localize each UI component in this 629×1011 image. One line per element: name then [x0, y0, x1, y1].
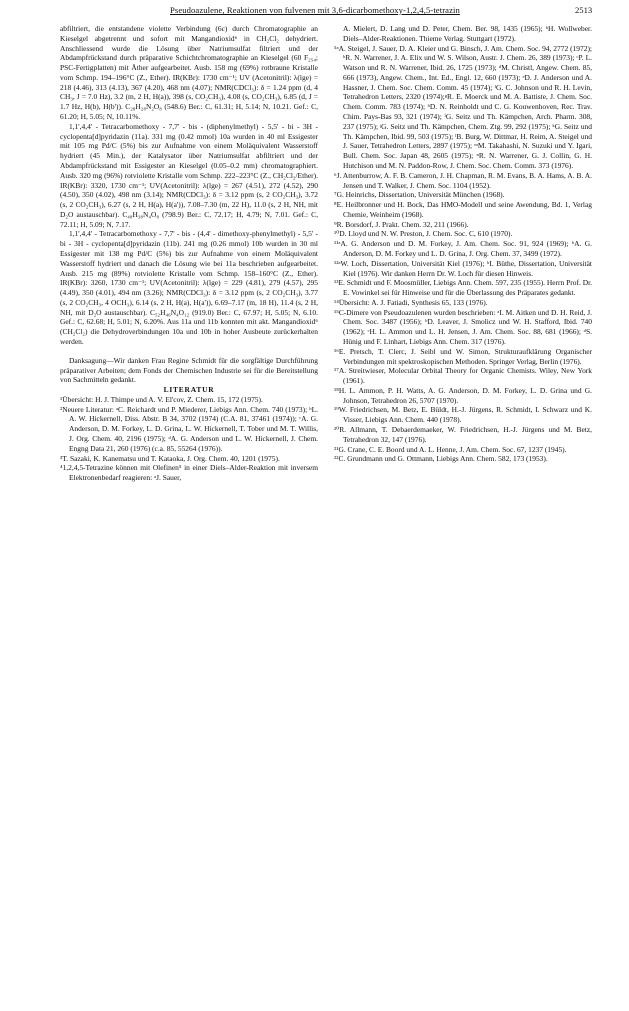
references-heading: LITERATUR — [163, 385, 215, 395]
reference-item: ¹¹ᵃA. G. Anderson und D. M. Forkey, J. Am. Chem. Soc. 91, 924 (1969); ᵇA. G. Anderson, D. M. Forkey und L. D. Grina, J. Org. Chem. 37, 3499 (1972). — [334, 239, 592, 258]
reference-item: ²²C. Grundmann und G. Ottmann, Liebigs Ann. Chem. 582, 173 (1953). — [334, 454, 548, 464]
reference-item: ¹⁷A. Streitwieser, Molecular Orbital Theory for Organic Chemists. Wiley, New York (1961). — [334, 366, 592, 386]
body-paragraph: 1,1',4,4' - Tetracarbomethoxy - 7,7' - bis - (diphenylmethyl) - 5,5' - bi - 3H - cyclopenta[d]pyridazin (11a). 331 mg (0.42 mmol) 10a wurden in 40 ml Essigester mit 105 mg Pd/C (5%) bis zur Aufnahme von einem Moläquivalent Wasserstoff hydriert (45 Min.), der Katalysator über Natriumsulfat abfiltriert und der Abdampfrückstand mit Essigester an Kieselgel (0.05–0.2 mm) chromatographiert. Ausb. 320 mg (96%) rotviolette Kristalle vom Schmp. 222–223°C (Z., CH₂Cl₂/Ether). IR(KBr): 3320, 1730 cm⁻¹; UV(Acetonitril): λ(lge) = 267 (4.51), 272 (4.52), 290 (4.50), 350 (4.02), 498 nm (3.14); NMR(CDCl₃): δ = 3.12 ppm (s, 2 CO₂CH₃), 3.72 (s, 2 CO₂CH₃), 6.27 (s, 2 H, H(a), H(a')), 7.08–7.30 (m, 22 H), 11.0 (s, 2 H, NH, mit D₂O austauschbar). C₄₈H₃₈N₄O₈ (798.9) Ber.: C, 72.17; H, 4.79; N, 7.01. Gef.: C, 72.11; H, 5.09; N, 7.17. — [60, 121, 318, 229]
acknowledgement: Danksagung—Wir danken Frau Regine Schmidt für die sorgfältige Durchführung präparativer Arbeiten; dem Fonds der Chemischen Industrie sei für die Bereitstellung von Sachmitteln gedankt. — [60, 355, 318, 385]
reference-item: ²Neuere Literatur: ᵃC. Reichardt und P. Miederer, Liebigs Ann. Chem. 740 (1973); ᵇL. A. W. Hickernell, Diss. Abstr. B 34, 3702 (1974) (C.A. 81, 37461 (1974)); ᶜA. G. Anderson, D. M. Forkey, L. D. Grina, L. W. Hickernell, T. Tober und M. T. Willis, J. Org. Chem. 40, 2196 (1975); ᵈA. G. Anderson und L. W. Hickernell, J. Chem. Engng Data 21, 260 (1976) (c.a. 85, 55264 (1976)). — [60, 404, 318, 453]
reference-item: ⁸E. Heilbronner und H. Bock, Das HMO-Modell und seine Awendung, Bd. 1, Verlag Chemie, Weinheim (1968). — [334, 200, 592, 219]
reference-item: ⁴1,2,4,5-Tetrazine können mit Olefinen⁵ in einer Diels–Alder-Reaktion mit inversem Elektronenbedarf reagieren: ᵃJ. Sauer, — [60, 463, 318, 483]
reference-item: ¹⁶E. Pretsch, T. Clerc, J. Seibl und W. Simon, Strukturaufklärung Organischer Verbindungen mit spektroskopischen Methoden. Springer Verlag, Berlin (1976). — [334, 346, 592, 366]
reference-item: ¹⁰D. Lloyd und N. W. Preston, J. Chem. Soc. C, 610 (1970). — [334, 229, 513, 239]
page-number: 2513 — [575, 5, 593, 15]
reference-item: ¹⁸H. L. Ammon, P. H. Watts, A. G. Anderson, D. M. Forkey, L. D. Grina und G. Johnson, Tetrahedron 26, 5707 (1970). — [334, 385, 592, 405]
reference-item: ¹Übersicht: H. J. Thimpe und A. V. El'cov, Z. Chem. 15, 172 (1975). — [60, 394, 263, 404]
reference-item: ⁷G. Heinrichs, Dissertation, Universität München (1968). — [334, 190, 505, 200]
reference-item: ¹³E. Schmidt und F. Moosmüller, Liebigs Ann. Chem. 597, 235 (1955). Herrn Prof. Dr. E. Vowinkel sei für Hinweise und für die Überlassung des Präparates gedankt. — [334, 278, 592, 298]
reference-item: ¹⁵C-Dimere von Pseudoazulenen wurden beschrieben: ᵃI. M. Aitken und D. H. Reid, J. Chem. Soc. 3487 (1956); ᵇD. Leaver, J. Smolicz und W. H. Stafford, Ibid. 740 (1962); ᶜH. L. Ammon und L. H. Jensen, J. Am. Chem. Soc. 88, 681 (1966); ᵈS. Hünig und F. Linhart, Liebigs Ann. Chem. 317 (1976). — [334, 307, 592, 346]
reference-item: ⁹R. Borsdorf, J. Prakt. Chem. 32, 211 (1966). — [334, 219, 469, 229]
reference-item: ¹⁴Übersicht: A. J. Fatiadi, Synthesis 65, 133 (1976). — [334, 297, 488, 307]
page-header — [0, 5, 629, 19]
reference-item: ⁶J. Attenburrow, A. F. B. Cameron, J. H. Chapman, R. M. Evans, B. A. Hams, A. B. A. Jensen und T. Walker, J. Chem. Soc. 1104 (1952). — [334, 170, 592, 190]
reference-item: ³T. Sazaki, K. Kanematsu und T. Kataoka, J. Org. Chem. 40, 1201 (1975). — [60, 453, 280, 463]
reference-item: ²¹G. Crane, C. E. Boord und A. L. Henne, J. Am. Chem. Soc. 67, 1237 (1945). — [334, 444, 567, 454]
body-paragraph: abfiltriert, die entstandene violette Verbindung (6c) durch Chromatographie an Kieselgel abgetrennt und sofort mit Mangandioxid⁶ in CH₂Cl₂ dehydriert. Anschliessend wurde die Lösung über Natriumsulfat filtriert und der Abdampfrückstand durch präparative Schichtchromatographie an Kieselgel (60 F₂₅₄; PSC-Fertigplatten) mit Äther aufgearbeitet. Ausb. 158 mg (69%) rotbraune Kristalle vom Schmp. 194–196°C (Z., Ether). IR(KBr): 1730 cm⁻¹; UV (Acetonitril): λ(lge) = 218 (4.46), 313 (4.13), 367 (4.20), 468 nm (4.07); NMR(CDCl₃): δ = 1.24 ppm (d, 4 CH₃, J = 7.0 Hz), 3.2 (m, 2 H, H(a)), 398 (s, CO₂CH₃), 4.08 (s, CO₂CH₃), 6.85 (d, J = 1.7 Hz, H(b), H(b')). C₂₈H₂₈N₂O₈ (548.6) Ber.: C, 61.31; H, 5.14; N, 10.21. Gef.: C, 61.20; H, 5.05; N, 10.11%. — [60, 24, 318, 122]
reference-item: ⁵ᵃA. Steigel, J. Sauer, D. A. Kleier und G. Binsch, J. Am. Chem. Soc. 94, 2772 (1972); ᵇR. N. Warrener, J. A. Elix und W. S. Wilson, Austr. J. Chem. 26, 389 (1973); ᶜP. L. Watson und R. N. Warrener, Ibid. 26, 1725 (1973); ᵈM. Christl, Angew. Chem. 85, 666 (1973), Angew. Chem., Int. Ed., Engl. 12, 660 (1973); ᵉD. J. Anderson und A. Hassner, J. Chem. Soc. Chem. Comm. 45 (1974); ᶠG. C. Johnson und R. H. Levin, Tetrahedron Letters, 2320 (1974);ᵍR. E. Moerck und M. A. Battiste, J. Chem. Soc. Chem. Comm. 783 (1974); ʰD. N. Reinholdt und C. G. Kouwenhoven, Rec. Trav. Chim. Pays-Bas 93, 321 (1974); ⁱG. Seitz und Th. Kämpchen, Arch. Pharm. 308, 237 (1975); ʲG. Seitz und Th. Kämpchen, Chem. Ztg. 99, 292 (1975); ᵏG. Seitz und Th. Kämpchen, Ibid. 99, 503 (1975); ˡB. Burg, W. Dittmar, H. Reim, A. Steigel und J. Sauer, Tetrahedron Letters, 2897 (1975); ᵐM. Takahashi, N. Suzuki und Y. Igari, Bull. Chem. Soc. Japan 48, 2605 (1975); ⁿR. N. Warrener, G. J. Collin, G. H. Hutchison und M. N. Paddon-Row, J. Chem. Soc. Chem. Comm. 373 (1976). — [334, 43, 592, 170]
right-column — [334, 24, 592, 464]
reference-item: ²⁰R. Allmann, T. Debaerdemaeker, W. Friedrichsen, H.-J. Jürgens und M. Betz, Tetrahedron 32, 147 (1976). — [334, 425, 592, 444]
reference-item: ¹⁹W. Friedrichsen, M. Betz, E. Büldt, H.-J. Jürgens, R. Schmidt, I. Schwarz und K. Visser, Liebigs Ann. Chem. 440 (1978). — [334, 405, 592, 425]
reference-item: A. Mielert, D. Lang und D. Peter, Chem. Ber. 98, 1435 (1965); ᵇH. Wollweber. Diels–Alder-Reaktionen. Thieme Verlag. Stuttgart (1972). — [343, 24, 592, 43]
body-paragraph: 1,1',4,4' - Tetracarbomethoxy - 7,7' - bis - (4,4' - dimethoxy-phenylmethyl) - 5,5' - bi - 3H - cyclopenta[d]pyridazin (11b). 241 mg (0.26 mmol) 10b wurden in 30 ml Essigester mit 138 mg Pd/C (5%) bis zur Aufnahme von einem Moläquivalent Wasserstoff hydriert und danach die Lösung wie bei 11a beschrieben aufgearbeitet. Ausb. 215 mg (89%) rotviolette Kristalle vom Schmp. 158–160°C (Z., Ether). IR(KBr): 3260, 1730 cm⁻¹; UV(Acetonitril): λ(lge) = 229 (4.81), 279 (4.57), 295 (4.49), 350 (4.01), 494 nm (3.26); NMR(CDCl₃): δ = 3.12 ppm (s, 2 CO₂CH₃), 3.77 (s, 2 CO₂CH₃, 4 OCH₃), 6.14 (s, 2 H, H(a), H(a')), 6.69–7.17 (m, 18 H), 11.4 (s, 2 H, NH, mit D₂O austauschbar). C₅₂H₄₆N₄O₁₂ (919.0) Ber.: C, 67.97; H, 5.05; N, 6.10. Gef.: C, 62.68; H, 5.01; N, 6.20%. Aus 11a und 11b konnten mit akt. Mangandioxid⁶ (CH₂Cl₂) die Dehydroverbindungen 10a und 10b in hoher Ausbeute zurückerhalten werden. — [60, 229, 318, 346]
spacer — [60, 347, 318, 356]
reference-item: ¹²ᵃW. Loch, Dissertation, Universität Kiel (1976); ᵇI. Büthe, Dissertation, Universität Kiel (1976). Wir danken Herrn Dr. W. Loch für diesen Hinweis. — [334, 258, 592, 278]
left-column — [60, 24, 318, 483]
running-title: Pseudoazulene, Reaktionen von fulvenen mit 3,6-dicarbomethoxy-1,2,4,5-tetrazin — [170, 5, 460, 15]
